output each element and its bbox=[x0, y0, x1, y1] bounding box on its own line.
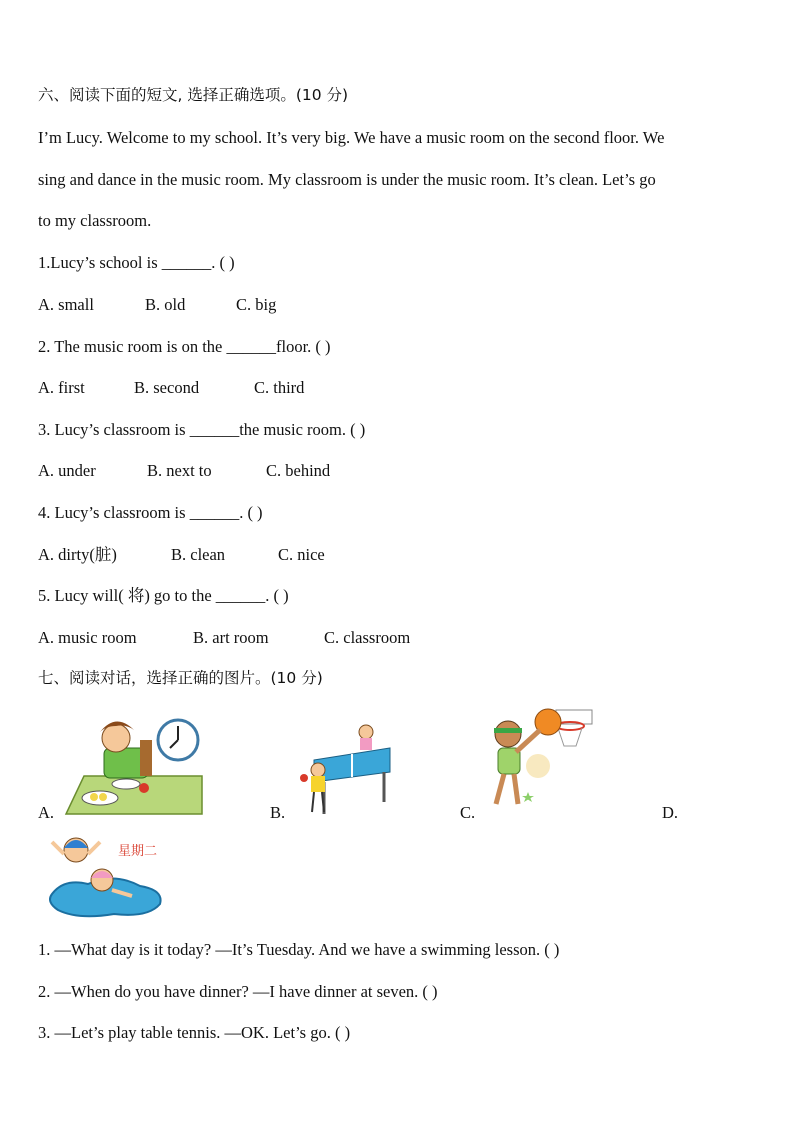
picture-d-label: D. bbox=[662, 803, 679, 822]
option-c[interactable]: C. third bbox=[254, 378, 305, 397]
option-a[interactable]: A. small bbox=[38, 295, 94, 314]
option-a[interactable]: A. music room bbox=[38, 628, 137, 647]
question-2-options bbox=[38, 380, 304, 397]
option-b[interactable]: B. second bbox=[134, 378, 200, 397]
option-a[interactable]: A. dirty(脏) bbox=[38, 545, 117, 564]
dialogue-2: 2. —When do you have dinner? —I have dinner at seven. ( ) bbox=[38, 982, 438, 1001]
question-5-stem: 5. Lucy will( 将) go to the ______. ( ) bbox=[38, 586, 289, 605]
passage-line-2: sing and dance in the music room. My classroom is under the music room. It’s clean. Let’s go bbox=[38, 170, 656, 189]
option-b[interactable]: B. art room bbox=[193, 628, 269, 647]
question-3-options bbox=[38, 463, 330, 480]
question-3-stem: 3. Lucy’s classroom is ______the music room. ( ) bbox=[38, 420, 366, 439]
picture-d-swimming[interactable] bbox=[44, 832, 170, 922]
question-1-stem: 1.Lucy’s school is ______. ( ) bbox=[38, 253, 235, 272]
section-7-heading: 七、阅读对话，选择正确的图片。(10 分) bbox=[38, 669, 323, 687]
option-b[interactable]: B. clean bbox=[171, 545, 226, 564]
option-c[interactable]: C. classroom bbox=[324, 628, 411, 647]
section-6-heading: 六、阅读下面的短文, 选择正确选项。(10 分) bbox=[38, 86, 349, 104]
option-b[interactable]: B. next to bbox=[147, 461, 212, 480]
question-1-options bbox=[38, 297, 276, 314]
option-c[interactable]: C. behind bbox=[266, 461, 331, 480]
question-2-stem: 2. The music room is on the ______floor. ( ) bbox=[38, 337, 331, 356]
question-4-stem: 4. Lucy’s classroom is ______. ( ) bbox=[38, 503, 263, 522]
picture-b-table-tennis[interactable] bbox=[294, 722, 394, 818]
question-5-options bbox=[38, 630, 410, 647]
option-c[interactable]: C. big bbox=[236, 295, 277, 314]
option-a[interactable]: A. first bbox=[38, 378, 85, 397]
question-4-options bbox=[38, 547, 325, 564]
picture-a-label: A. bbox=[38, 803, 55, 822]
option-b[interactable]: B. old bbox=[145, 295, 186, 314]
picture-b-label: B. bbox=[270, 803, 286, 822]
option-c[interactable]: C. nice bbox=[278, 545, 325, 564]
picture-c-basketball[interactable] bbox=[484, 706, 596, 816]
picture-c-label: C. bbox=[460, 803, 476, 822]
dialogue-3: 3. —Let’s play table tennis. —OK. Let’s go. ( ) bbox=[38, 1023, 351, 1042]
option-a[interactable]: A. under bbox=[38, 461, 96, 480]
dialogue-1: 1. —What day is it today? —It’s Tuesday. And we have a swimming lesson. ( ) bbox=[38, 940, 560, 959]
picture-a-dinner[interactable] bbox=[64, 716, 204, 816]
tuesday-caption: 星期二 bbox=[118, 844, 158, 859]
passage-line-3: to my classroom. bbox=[38, 211, 152, 230]
passage-line-1: I’m Lucy. Welcome to my school. It’s very big. We have a music room on the second floor. We bbox=[38, 128, 665, 147]
